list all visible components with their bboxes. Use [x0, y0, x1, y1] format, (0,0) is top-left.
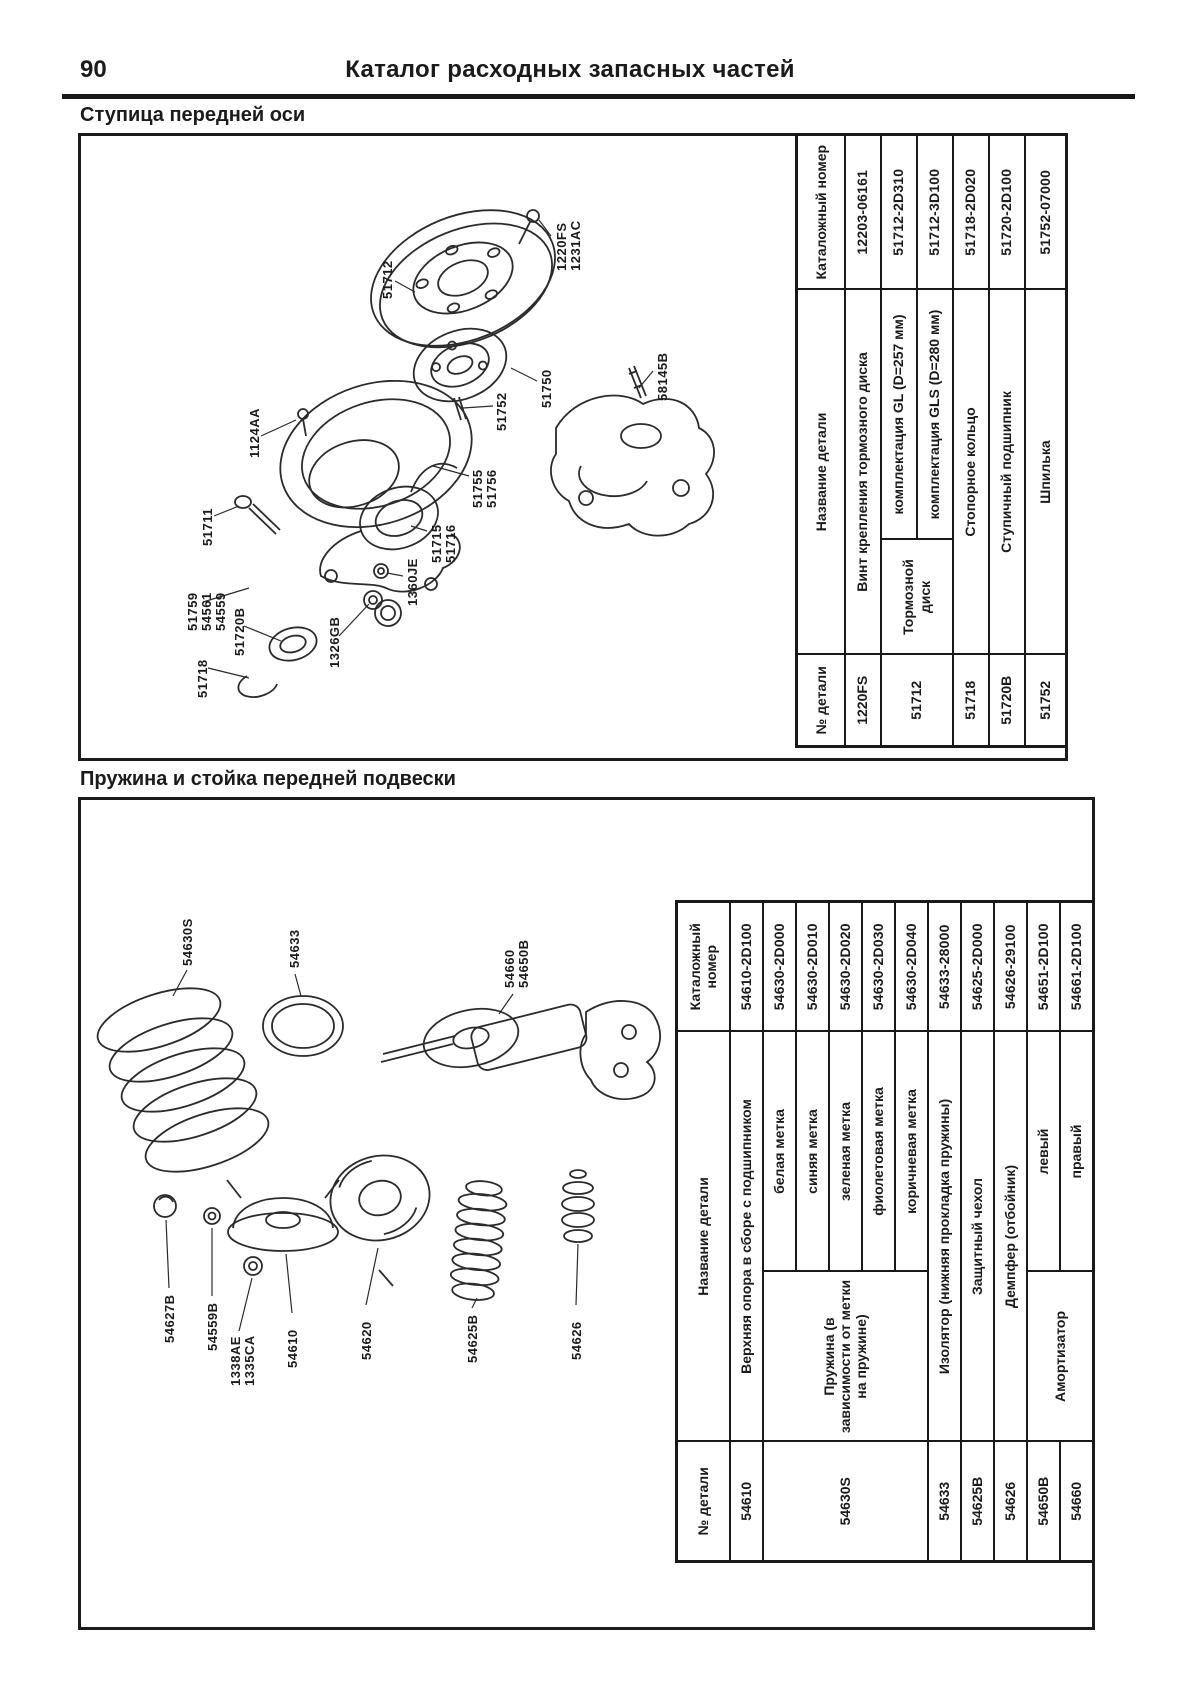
label-line: 51759: [185, 592, 200, 631]
col-catalog-no: Каталожный номер: [797, 134, 845, 289]
part-label-51718: [196, 659, 210, 698]
part-no: 54633: [928, 1442, 961, 1562]
label-line: 51752: [494, 392, 509, 431]
part-label-1124aa: [248, 408, 262, 458]
coil-spring-drawing: [90, 975, 276, 1184]
part-variant: белая метка: [763, 1031, 796, 1271]
catalog-no: 51720-2D100: [989, 134, 1025, 289]
part-no: 51720B: [989, 655, 1025, 747]
part-no: 54625B: [961, 1442, 994, 1562]
label-line: 51756: [484, 469, 499, 508]
catalog-no: 51718-2D020: [953, 134, 989, 289]
part-name: Винт крепления тормозного диска: [845, 289, 881, 654]
label-line: 54561: [199, 592, 214, 631]
part-name: Шпилька: [1025, 289, 1067, 654]
part-label-54620: [360, 1321, 374, 1360]
catalog-no: 51712-3D100: [917, 134, 953, 289]
part-label-54625b: [466, 1314, 480, 1363]
label-line: 54559: [213, 592, 228, 631]
header-rule: [62, 94, 1135, 99]
table-row: [763, 901, 796, 1561]
label-line: 1338AE: [228, 1336, 243, 1386]
catalog-no: 54630-2D040: [895, 901, 928, 1031]
hub-parts-table: [795, 133, 1068, 748]
part-no: 54650B: [1027, 1442, 1060, 1562]
part-variant: фиолетовая метка: [862, 1031, 895, 1271]
part-no: 54660: [1060, 1442, 1094, 1562]
small-parts-drawings: [154, 1195, 393, 1286]
part-label-1326gb: [328, 617, 342, 668]
label-line: 51716: [443, 524, 458, 563]
catalog-no: 54630-2D010: [796, 901, 829, 1031]
catalog-no: 12203-06161: [845, 134, 881, 289]
table-header-row: [677, 901, 730, 1561]
label-line: 54559B: [205, 1302, 220, 1351]
part-label-54610: [286, 1329, 300, 1368]
caliper-drawing: [551, 396, 714, 536]
part-variant: комплектация GL (D=257 мм): [881, 289, 917, 539]
part-name: Изолятор (нижняя прокладка пружины): [928, 1031, 961, 1441]
label-line: 51755: [470, 469, 485, 508]
label-line: 54620: [359, 1321, 374, 1360]
section2-table-area: [675, 903, 1092, 1563]
part-no: 51752: [1025, 655, 1067, 747]
part-name: Ступичный подшипник: [989, 289, 1025, 654]
label-line: 54610: [285, 1329, 300, 1368]
table-row: [881, 134, 917, 746]
col-part-no: № детали: [797, 655, 845, 747]
label-line: 51750: [539, 369, 554, 408]
leader-lines: [200, 220, 653, 678]
table-header-row: [797, 134, 845, 746]
part-label-51759: [186, 592, 228, 631]
part-variant: комплектация GLS (D=280 мм): [917, 289, 953, 539]
strut-diagram: [81, 800, 675, 1627]
label-line: 1326GB: [327, 616, 342, 668]
part-label-54627b: [163, 1294, 177, 1343]
table-row: [989, 134, 1025, 746]
table-row: [845, 134, 881, 746]
label-line: 54625B: [465, 1314, 480, 1363]
part-label-51711: [201, 508, 215, 546]
part-label-58145b: [656, 352, 670, 401]
label-line: 54627B: [162, 1294, 177, 1343]
part-label-54626: [570, 1321, 584, 1360]
seat-ring-drawing: [263, 996, 343, 1056]
hub-diagram: [81, 136, 800, 758]
part-label-51752: [495, 392, 509, 431]
table-row: [953, 134, 989, 746]
catalog-no: 54630-2D000: [763, 901, 796, 1031]
part-name: Пружина (в зависимости от метки на пружине): [763, 1272, 928, 1442]
section2-table-rotated: [675, 903, 1092, 1563]
label-line: 1231AC: [568, 220, 583, 271]
label-line: 51720B: [232, 607, 247, 656]
part-label-51755: [471, 469, 499, 508]
strut-parts-table: [675, 900, 1095, 1563]
part-name: Демпфер (отбойник): [994, 1031, 1027, 1441]
part-name: Защитный чехол: [961, 1031, 994, 1441]
label-line: 1220FS: [554, 222, 569, 271]
catalog-no: 54630-2D020: [829, 901, 862, 1031]
part-label-51720b: [233, 607, 247, 656]
table-row: [1025, 134, 1067, 746]
label-line: 58145B: [655, 352, 670, 401]
section1-table-rotated: [795, 136, 1065, 748]
label-line: 51715: [429, 524, 444, 563]
label-line: 54633: [287, 929, 302, 968]
table-row: [961, 901, 994, 1561]
table-row: [994, 901, 1027, 1561]
col-catalog-no: Каталожный номер: [677, 901, 730, 1031]
section2-title: Пружина и стойка передней подвески: [80, 768, 456, 790]
strut-drawing: [381, 1001, 660, 1100]
catalog-no: 51712-2D310: [881, 134, 917, 289]
part-no: 54610: [730, 1442, 763, 1562]
strut-diagram-drawing: [81, 800, 675, 1627]
part-label-51750: [540, 369, 554, 408]
part-name: Верхняя опора в сборе с подшипником: [730, 1031, 763, 1441]
catalog-no: 54610-2D100: [730, 901, 763, 1031]
part-no: 54626: [994, 1442, 1027, 1562]
bump-stopper-drawing: [562, 1170, 594, 1242]
label-line: 1124AA: [247, 408, 262, 458]
table-row: [928, 901, 961, 1561]
catalog-no: 54633-28000: [928, 901, 961, 1031]
catalog-no: 54626-29100: [994, 901, 1027, 1031]
table-row: [1060, 901, 1094, 1561]
col-part-no: № детали: [677, 1442, 730, 1562]
page-number: 90: [80, 56, 107, 83]
label-line: 51712: [380, 260, 395, 299]
catalog-no: 54661-2D100: [1060, 901, 1094, 1031]
part-variant: правый: [1060, 1031, 1094, 1271]
part-label-54559b: [206, 1302, 220, 1351]
label-line: 1360JE: [405, 558, 420, 606]
dust-boot-drawing: [448, 1179, 508, 1302]
part-label-1338ae: [229, 1335, 257, 1386]
col-name: Название детали: [677, 1031, 730, 1441]
part-variant: зеленая метка: [829, 1031, 862, 1271]
part-name: Амортизатор: [1027, 1272, 1094, 1442]
part-label-1220fs: [555, 220, 583, 271]
label-line: 51718: [195, 659, 210, 698]
label-line: 1335CA: [242, 1335, 257, 1386]
section1-title: Ступица передней оси: [80, 104, 306, 126]
part-label-51712: [381, 260, 395, 299]
part-label-54630s: [181, 918, 195, 966]
section2-frame: [78, 797, 1095, 1630]
part-variant: левый: [1027, 1031, 1060, 1271]
label-line: 54626: [569, 1321, 584, 1360]
col-name: Название детали: [797, 289, 845, 654]
hub-diagram-drawing: [81, 136, 800, 758]
section1-frame: [78, 133, 1068, 761]
part-no: 1220FS: [845, 655, 881, 747]
part-label-54660: [503, 939, 531, 988]
part-label-54633: [288, 929, 302, 968]
part-no: 54630S: [763, 1442, 928, 1562]
part-label-51715: [430, 524, 458, 563]
label-line: 54650B: [516, 939, 531, 988]
part-variant: синяя метка: [796, 1031, 829, 1271]
table-row: [730, 901, 763, 1561]
catalog-no: 54625-2D000: [961, 901, 994, 1031]
label-line: 51711: [200, 508, 215, 546]
catalog-no: 51752-07000: [1025, 134, 1067, 289]
part-name: Стопорное кольцо: [953, 289, 989, 654]
spring-seat-drawing: [321, 1145, 438, 1251]
part-no: 51718: [953, 655, 989, 747]
label-line: 54660: [502, 949, 517, 988]
mount-drawing: [227, 1180, 339, 1251]
section1-table-area: [795, 136, 1065, 748]
part-no: 51712: [881, 655, 953, 747]
part-label-1360je: [406, 558, 420, 606]
part-variant: коричневая метка: [895, 1031, 928, 1271]
washer-nut-drawings: [238, 564, 401, 697]
table-row: [1027, 901, 1060, 1561]
page-header-title: Каталог расходных запасных частей: [345, 56, 795, 83]
part-name: Тормозной диск: [881, 540, 953, 655]
catalog-no: 54651-2D100: [1027, 901, 1060, 1031]
label-line: 54630S: [180, 918, 195, 966]
bolt-drawing: [235, 496, 280, 534]
catalog-no: 54630-2D030: [862, 901, 895, 1031]
